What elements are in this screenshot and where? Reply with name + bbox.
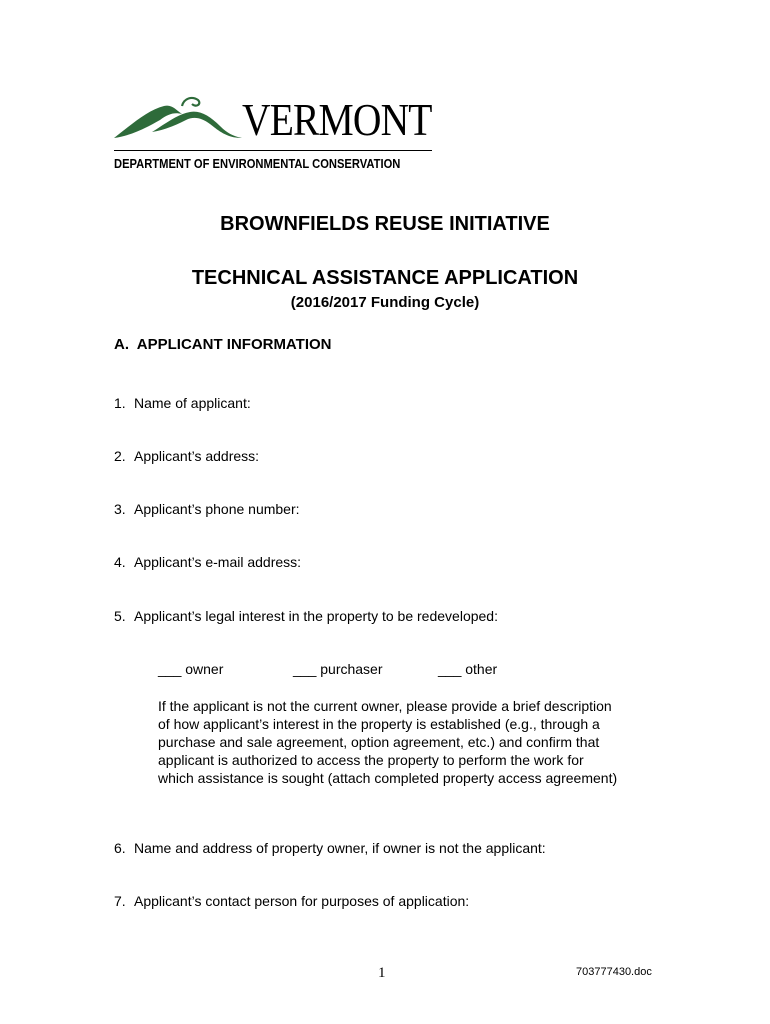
document-title: TECHNICAL ASSISTANCE APPLICATION <box>191 267 579 289</box>
form-item-email <box>114 554 301 570</box>
section-heading: A. APPLICANT INFORMATION <box>114 336 332 353</box>
form-item-contact <box>114 893 469 909</box>
logo-wordmark: VERMONT <box>242 94 432 145</box>
item-label: Name of applicant: <box>134 395 251 411</box>
item-label: Applicant’s address: <box>134 448 260 464</box>
funding-cycle: (2016/2017 Funding Cycle) <box>290 294 480 311</box>
form-item-owner <box>114 840 546 856</box>
item-label: Applicant’s e-mail address: <box>134 554 302 570</box>
note-line: which assistance is sought (attach completed property access agreement) <box>158 770 618 786</box>
item-label: Applicant’s phone number: <box>134 501 300 517</box>
logo-divider <box>114 150 432 151</box>
form-item-phone <box>114 501 300 517</box>
page-number: 1 <box>378 965 386 981</box>
item-number: 6. <box>114 840 126 856</box>
item-number: 5. <box>114 608 126 624</box>
item-number: 2. <box>114 448 126 464</box>
note-line: of how applicant’s interest in the property is established (e.g., through a <box>158 716 600 732</box>
form-item-name <box>114 395 251 411</box>
form-item-legal-interest <box>114 608 498 624</box>
item-number: 3. <box>114 501 126 517</box>
item-label: Name and address of property owner, if owner is not the applicant: <box>134 840 546 856</box>
document-id: 703777430.doc <box>576 966 652 978</box>
item-number: 7. <box>114 893 126 909</box>
note-line: applicant is authorized to access the property to perform the work for <box>158 752 584 768</box>
option-other[interactable]: ___ other <box>438 661 498 677</box>
option-purchaser[interactable]: ___ purchaser <box>293 661 383 677</box>
note-line: If the applicant is not the current owner, please provide a brief description <box>158 698 612 714</box>
item-label: Applicant’s legal interest in the property to be redeveloped: <box>134 608 498 624</box>
mountain-logo-icon <box>112 92 252 152</box>
item-number: 1. <box>114 395 126 411</box>
item-label: Applicant’s contact person for purposes of application: <box>134 893 470 909</box>
option-owner[interactable]: ___ owner <box>158 661 224 677</box>
program-title: BROWNFIELDS REUSE INITIATIVE <box>220 213 550 235</box>
item-number: 4. <box>114 554 126 570</box>
vermont-dec-logo <box>112 92 434 174</box>
interest-note <box>158 697 663 787</box>
logo-department-name: DEPARTMENT OF ENVIRONMENTAL CONSERVATION <box>114 156 401 171</box>
note-line: purchase and sale agreement, option agreement, etc.) and confirm that <box>158 734 600 750</box>
form-item-address <box>114 448 259 464</box>
